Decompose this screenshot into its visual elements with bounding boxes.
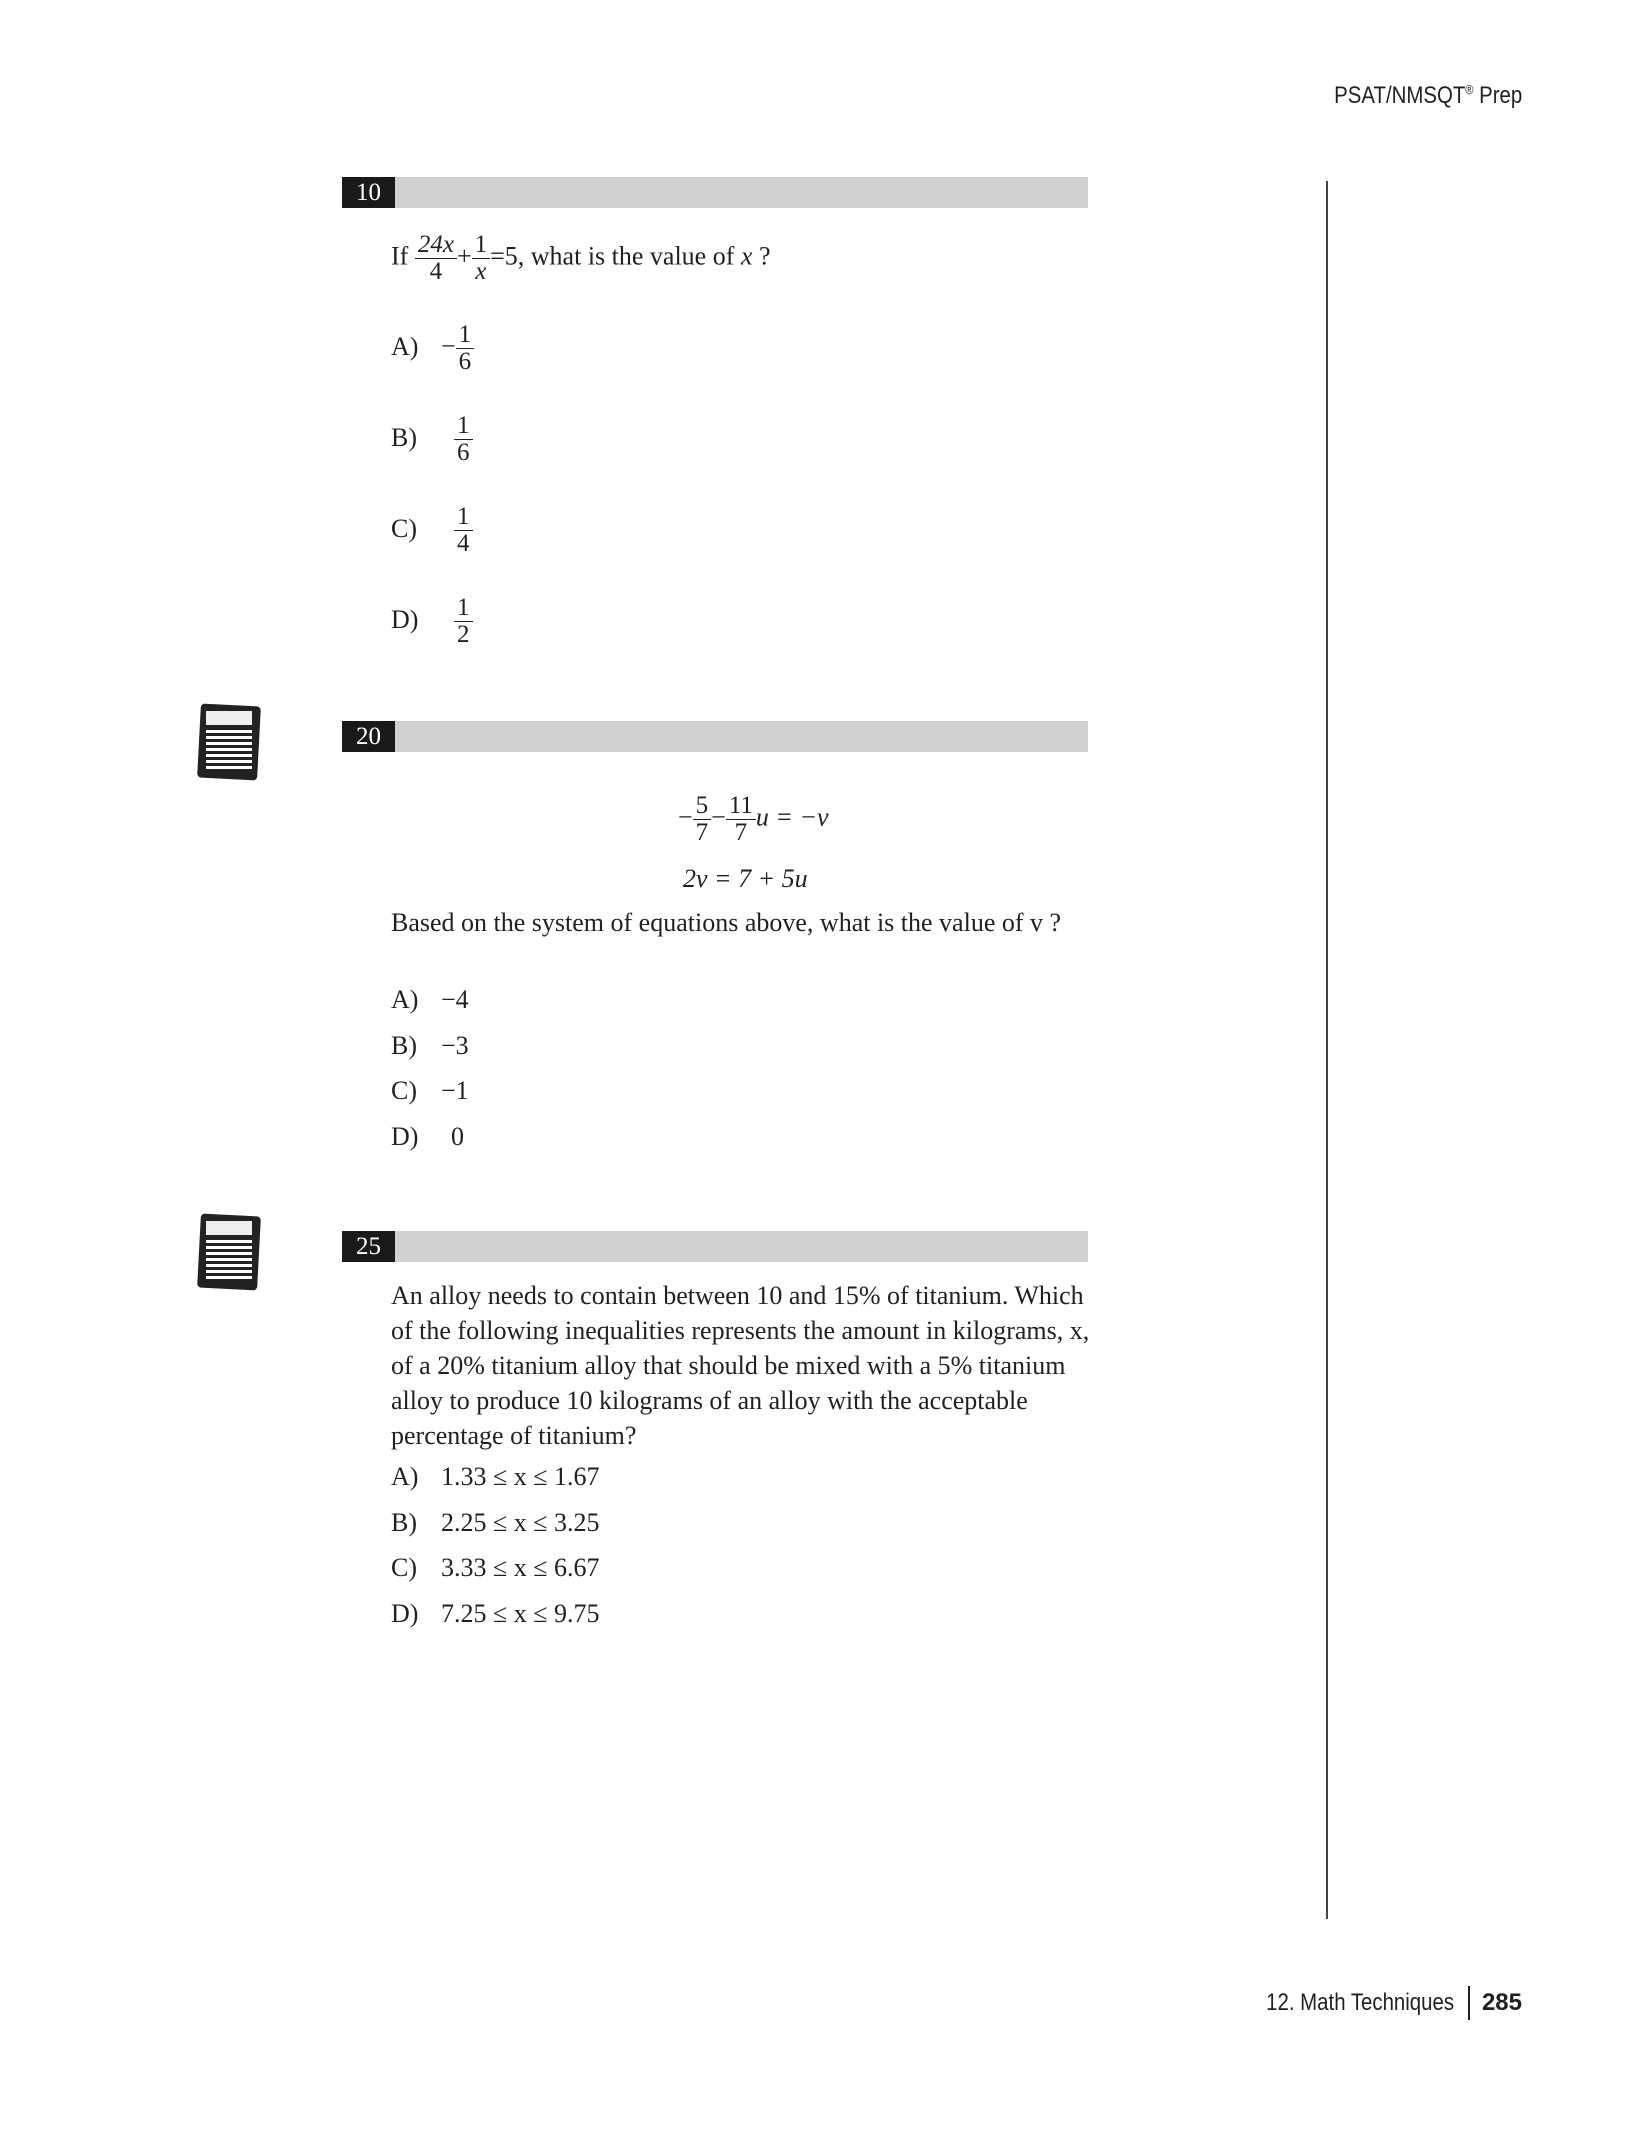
denominator: 6 (458, 348, 472, 376)
question-25-bar (342, 1231, 1088, 1262)
choice-value: −1 (441, 1076, 469, 1105)
stem-text: ? (752, 241, 771, 271)
variable: x (740, 241, 753, 271)
numerator: 1 (454, 504, 473, 531)
question-number: 20 (342, 721, 395, 752)
choice-c[interactable] (391, 1076, 469, 1106)
choice-label: D) (391, 604, 419, 634)
numerator: 24x (415, 232, 457, 259)
choice-value: 2.25 ≤ x ≤ 3.25 (441, 1508, 600, 1537)
choice-label: A) (391, 331, 419, 361)
choice-label: A) (391, 1462, 419, 1491)
choice-label: C) (391, 1076, 417, 1105)
fraction (456, 322, 475, 376)
choice-label: D) (391, 1122, 419, 1151)
numerator: 5 (693, 793, 712, 820)
denominator: 7 (734, 819, 748, 847)
registered-mark: ® (1465, 82, 1474, 97)
calculator-icon (196, 703, 262, 781)
choice-value: −4 (441, 985, 469, 1014)
fraction (454, 413, 473, 467)
header-suffix: Prep (1473, 82, 1522, 109)
page-footer (1233, 1986, 1522, 2020)
calculator-icon (196, 1213, 262, 1291)
choice-b[interactable] (391, 1031, 469, 1061)
numerator: 1 (472, 232, 491, 259)
equation-rest: u = −v (755, 802, 829, 832)
operator: + (456, 241, 472, 271)
choice-a[interactable] (391, 322, 474, 376)
numerator: 11 (726, 793, 756, 820)
numerator: 1 (456, 322, 475, 349)
running-header (1334, 82, 1522, 110)
choice-d[interactable] (391, 1599, 600, 1629)
fraction (726, 793, 756, 847)
choice-label: C) (391, 513, 417, 543)
stem-text: =5, what is the value of (490, 241, 735, 271)
choice-label: B) (391, 1031, 417, 1060)
denominator: 4 (429, 258, 443, 286)
sign: − (678, 802, 693, 832)
choice-value: −3 (441, 1031, 469, 1060)
choice-label: B) (391, 1508, 417, 1537)
footer-divider (1468, 1986, 1470, 2020)
sign: − (441, 331, 456, 361)
choice-a[interactable] (391, 985, 469, 1015)
question-10-stem (391, 232, 770, 286)
choice-b[interactable] (391, 1508, 600, 1538)
denominator: 4 (457, 530, 470, 558)
choice-value: 0 (451, 1122, 464, 1151)
question-10-bar (342, 177, 1088, 208)
page-number: 285 (1481, 1989, 1522, 2016)
question-25-stem: An alloy needs to contain between 10 and 15% of titanium. Which of the following inequalities represents the amount in kilograms, x, of a 20% titanium alloy that should be mixed with a 5% titanium alloy to produce 10 kilograms of an alloy with the acceptable percentage of titanium? (391, 1281, 1090, 1450)
choice-value: 3.33 ≤ x ≤ 6.67 (441, 1553, 600, 1582)
margin-rule (1326, 181, 1328, 1919)
choice-value: 1.33 ≤ x ≤ 1.67 (441, 1462, 600, 1491)
numerator: 1 (454, 595, 473, 622)
fraction (693, 793, 712, 847)
fraction (472, 232, 491, 286)
denominator: x (475, 258, 487, 286)
question-20-stem: Based on the system of equations above, what is the value of v ? (391, 908, 1062, 937)
choice-label: D) (391, 1599, 419, 1628)
question-number: 25 (342, 1231, 395, 1262)
question-20-bar (342, 721, 1088, 752)
choice-b[interactable] (391, 413, 473, 467)
choice-d[interactable] (391, 1122, 464, 1152)
denominator: 2 (457, 621, 470, 649)
fraction (454, 595, 473, 649)
choice-value: 7.25 ≤ x ≤ 9.75 (441, 1599, 600, 1628)
fraction (454, 504, 473, 558)
equation-2: 2v = 7 + 5u (683, 864, 808, 893)
choice-c[interactable] (391, 1553, 600, 1583)
footer-section: 12. Math Techniques (1266, 1989, 1454, 2016)
numerator: 1 (454, 413, 473, 440)
header-title: PSAT/NMSQT (1333, 82, 1466, 109)
denominator: 6 (457, 439, 470, 467)
operator: − (711, 802, 726, 832)
choice-d[interactable] (391, 595, 473, 649)
choice-c[interactable] (391, 504, 473, 558)
choice-a[interactable] (391, 1462, 600, 1492)
choice-label: C) (391, 1553, 417, 1582)
equation-1 (678, 793, 829, 847)
choice-label: B) (391, 422, 417, 452)
stem-text: If (391, 241, 409, 271)
denominator: 7 (695, 819, 709, 847)
question-number: 10 (342, 177, 395, 208)
choice-label: A) (391, 985, 419, 1014)
fraction (415, 232, 457, 286)
